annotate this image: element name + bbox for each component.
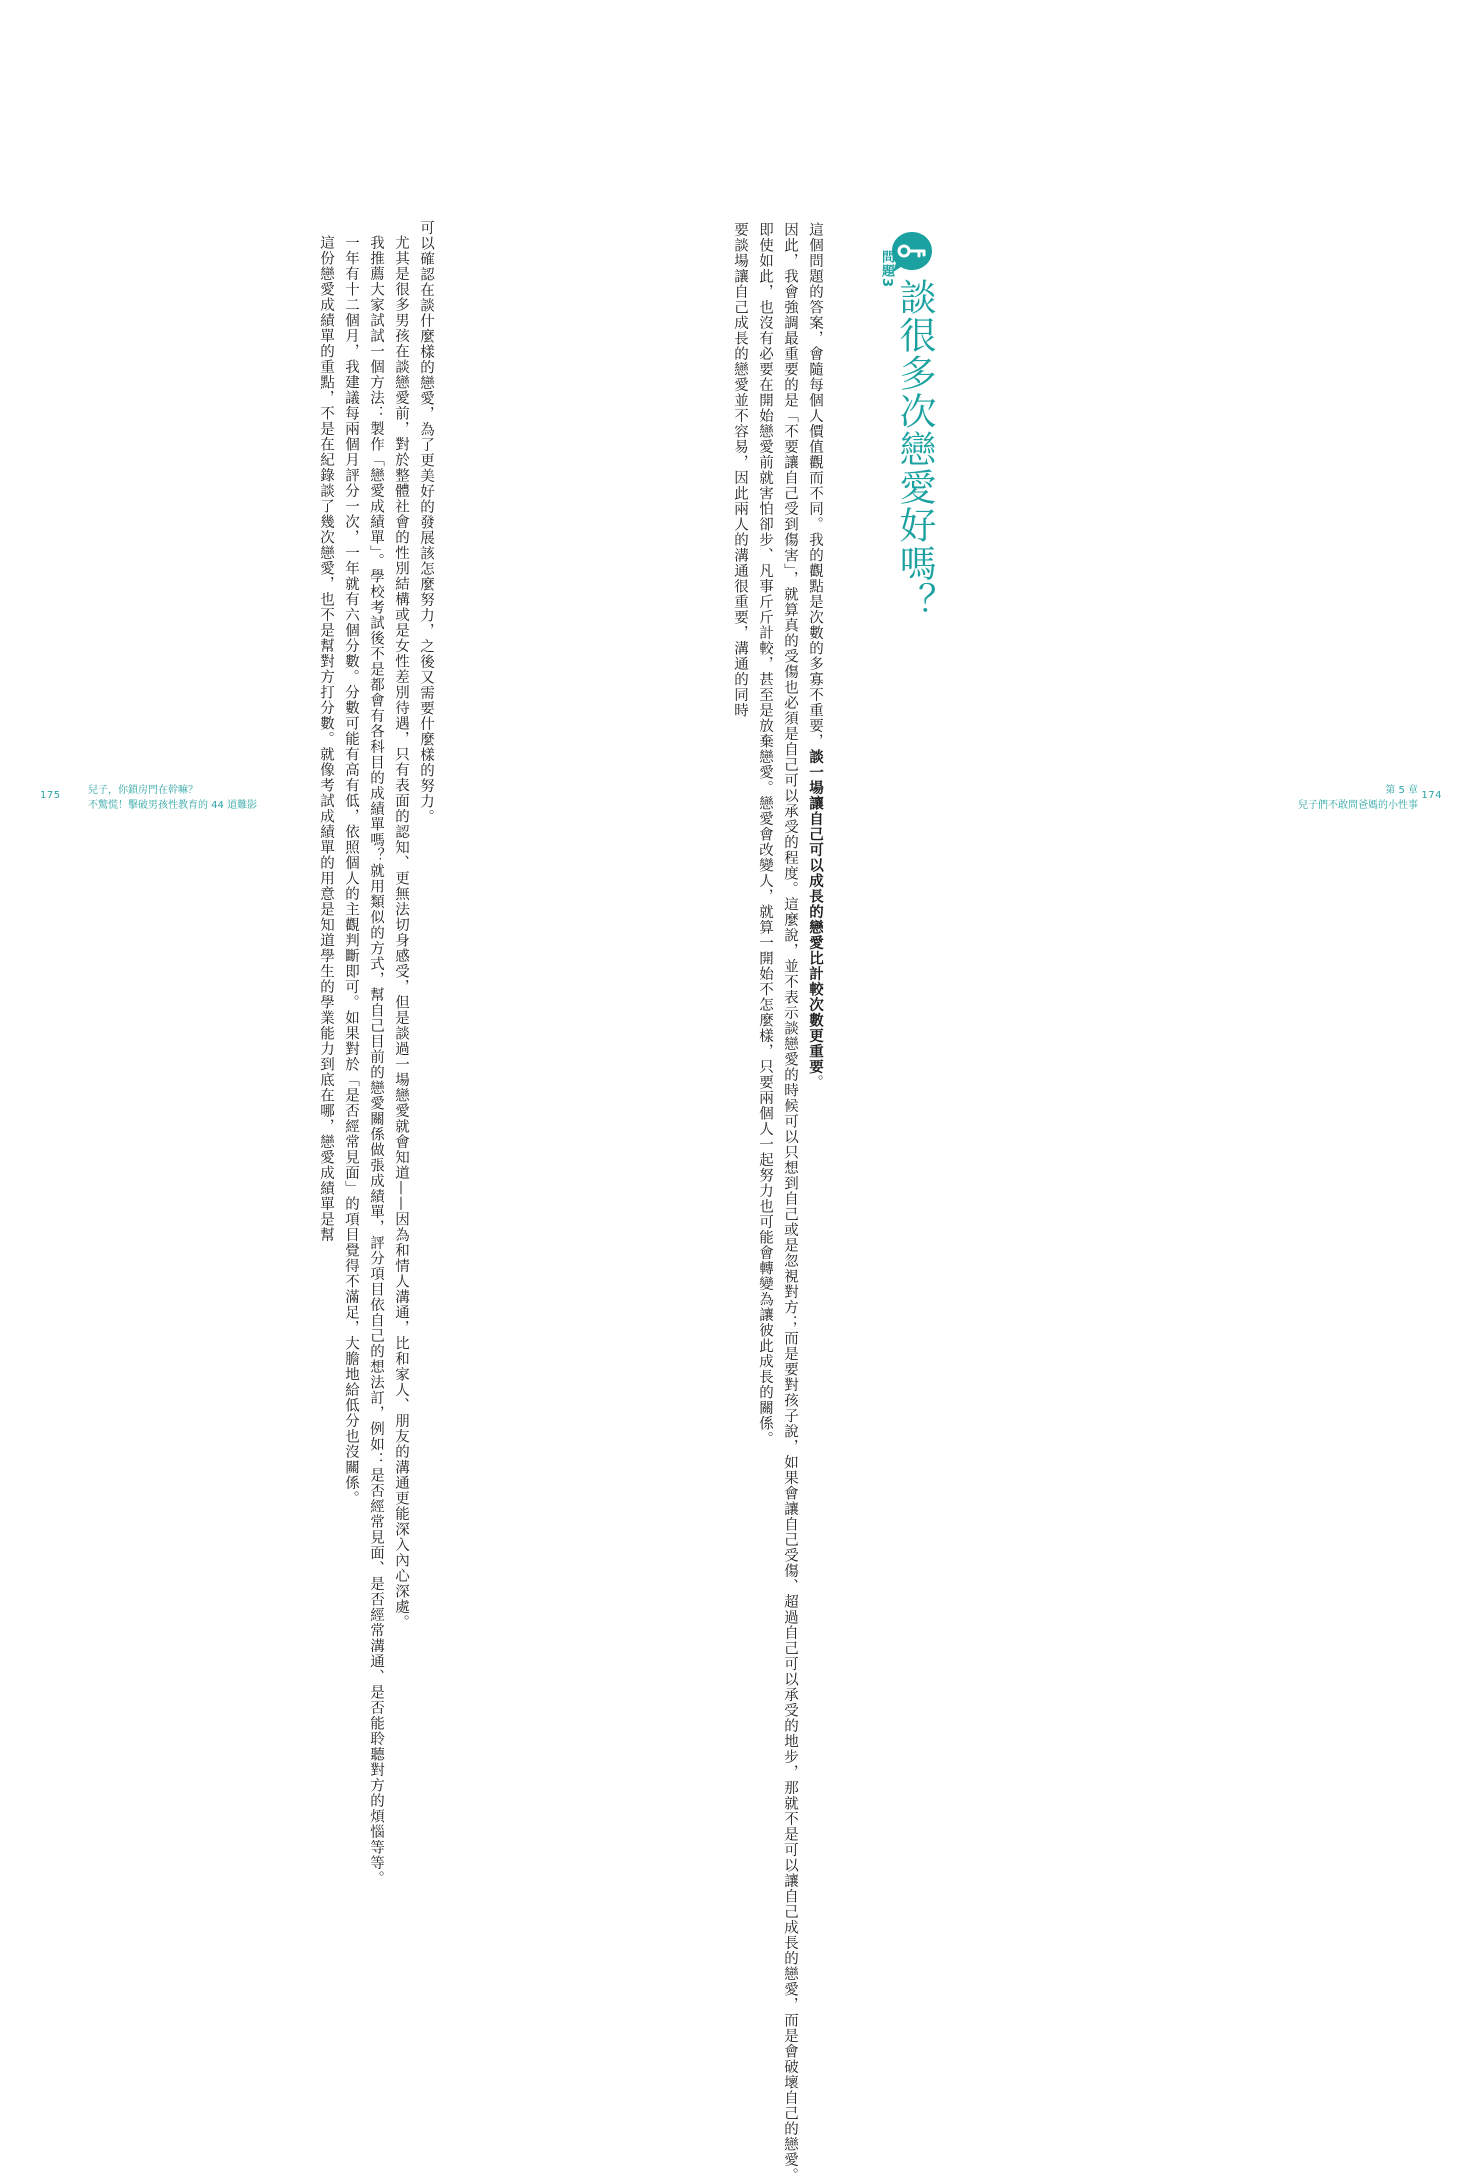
- body-paragraph: [752, 222, 777, 1447]
- right-page-body: [727, 222, 828, 2183]
- body-paragraph: 可以確認在談什麼樣的戀愛，為了更美好的發展該怎麼努力，之後又需要什麼樣的努力。: [418, 220, 434, 825]
- book-title-line-2: 不驚慌！擊破男孩性教育的 44 道難影: [88, 800, 258, 811]
- body-paragraph: 這份戀愛成績單的重點，不是在紀錄談了幾次戀愛，也不是幫對方打分數。就像考試成績單的用意是知道學生的學業能力到底在哪，戀愛成績單是幫: [318, 234, 334, 1242]
- page-number-right: 174: [1421, 790, 1442, 801]
- paragraph-text: 即使如此，也沒有必要在開始戀愛前就害怕卻步、凡事斤斤計較，甚至是放棄戀愛。戀愛會改變人，就算一開始不怎麼樣，只要兩個人一起努力也可能會轉變為讓彼此成長的關係。: [757, 222, 773, 1447]
- paragraph-text: 。: [807, 1074, 823, 1090]
- body-paragraph: [727, 222, 752, 718]
- emphasis-text: 談一場讓自己可以成長的戀愛比計較次數更重要: [807, 749, 824, 1075]
- body-paragraph: 我推薦大家試試一個方法：製作「戀愛成績單」。學校考試後不是都會有各科目的成績單嗎？就用類似的方式，幫自己目前的戀愛關係做張成績單，評分項目依自己的想法訂，例如：是否經常見面、是否經常溝通、是否能聆聽對方的煩惱等等。: [368, 234, 384, 1886]
- question-number-label: 問題3: [879, 250, 894, 289]
- body-paragraph: [802, 222, 828, 1090]
- paragraph-text: 因此，我會強調最重要的是「不要讓自己受到傷害」，就算真的受傷也必須是自己可以承受的程度。這麼說，並不表示談戀愛的時候可以只想到自己或是忽視對方；而是要對孩子說，如果會讓自己受傷、超過自己可以承受的地步，那就不是可以讓自己成長的戀愛，而是會破壞自己的戀愛。: [782, 222, 798, 2183]
- paragraph-text: 這個問題的答案，會隨每個人價值觀而不同。我的觀點是次數的多寡不重要，: [807, 222, 823, 749]
- body-paragraph: 一年有十二個月，我建議每兩個月評分一次，一年就有六個分數。分數可能有高有低，依照個人的主觀判斷即可。如果對於「是否經常見面」的項目覺得不滿足，大膽地給低分也沒關係。: [343, 234, 359, 1506]
- question-heading: [870, 230, 940, 620]
- question-title: 談很多次戀愛好嗎？: [893, 278, 936, 620]
- chapter-title: 兒子們不敢問爸媽的小性事: [1298, 800, 1418, 811]
- left-page-body: [313, 220, 438, 1886]
- key-icon: [890, 230, 934, 274]
- paragraph-text: 要談場讓自己成長的戀愛並不容易，因此兩人的溝通很重要，溝通的同時: [732, 222, 748, 718]
- running-head-chapter: [1298, 783, 1418, 813]
- running-head-book-title: [88, 783, 257, 813]
- book-title-line-1: 兒子，你鎖房門在幹嘛？: [88, 785, 198, 796]
- body-paragraph: [777, 222, 802, 2183]
- page-number-left: 175: [40, 790, 61, 801]
- left-page: [0, 0, 500, 1886]
- body-paragraph: 尤其是很多男孩在談戀愛前，對於整體社會的性別結構或是女性差別待遇，只有表面的認知、更無法切身感受，但是談過一場戀愛就會知道——因為和情人溝通，比和家人、朋友的溝通更能深入內心深處。: [393, 234, 409, 1630]
- right-page: [500, 0, 1442, 2183]
- chapter-number: 第 5 章: [1385, 785, 1418, 796]
